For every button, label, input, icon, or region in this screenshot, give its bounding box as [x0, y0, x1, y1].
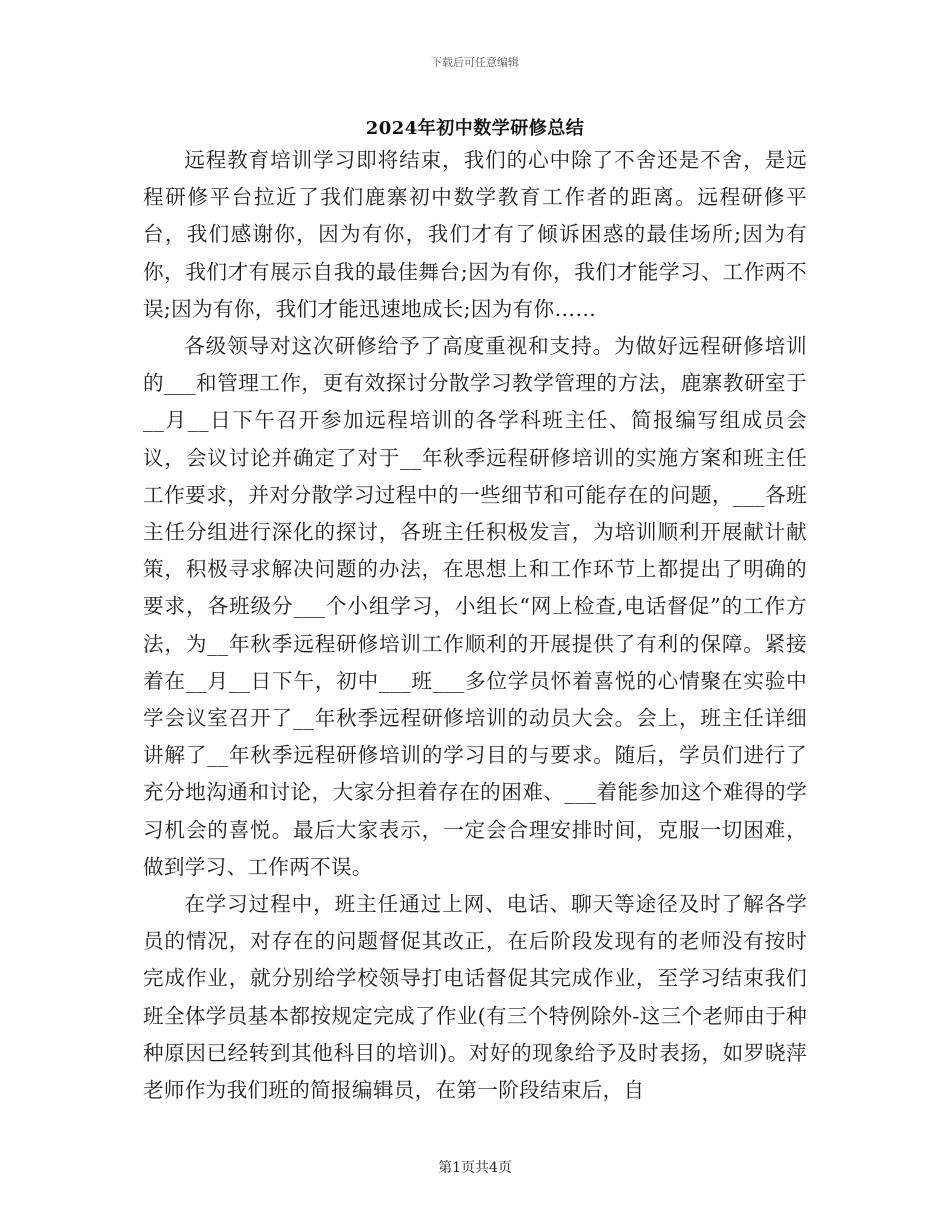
- document-title: 2024年初中数学研修总结: [365, 118, 585, 139]
- page-number: 第1页共4页: [438, 1160, 512, 1176]
- paragraph-2: 各级领导对这次研修给予了高度重视和支持。为做好远程研修培训的___和管理工作，更有效探讨分散学习教学管理的方法，鹿寨教研室于__月__日下午召开参加远程培训的各学科班主任、简报编写组成员会议，会议讨论并确定了对于__年秋季远程研修培训的实施方案和班主任工作要求，并对分散学习过程中的一些细节和可能存在的问题，___各班主任分组进行深化的探讨，各班主任积极发言，为培训顺利开展献计献策，积极寻求解决问题的办法，在思想上和工作环节上都提出了明确的要求，各班级分___个小组学习，小组长“网上检查,电话督促”的工作方法，为__年秋季远程研修培训工作顺利的开展提供了有利的保障。紧接着在__月__日下午，初中___班___多位学员怀着喜悦的心情聚在实验中学会议室召开了__年秋季远程研修培训的动员大会。会上，班主任详细讲解了__年秋季远程研修培训的学习目的与要求。随后，学员们进行了充分地沟通和讨论，大家分担着存在的困难、___着能参加这个难得的学习机会的喜悦。最后大家表示，一定会合理安排时间，克服一切困难，做到学习、工作两不误。: [143, 334, 807, 879]
- document-body: [143, 142, 807, 1109]
- paragraph-3: 在学习过程中，班主任通过上网、电话、聊天等途径及时了解各学员的情况，对存在的问题督促其改正，在后阶段发现有的老师没有按时完成作业，就分别给学校领导打电话督促其完成作业，至学习结束我们班全体学员基本都按规定完成了作业(有三个特例除外-这三个老师由于种种原因已经转到其他科目的培训)。对好的现象给予及时表扬，如罗晓萍老师作为我们班的简报编辑员，在第一阶段结束后，自: [143, 892, 807, 1103]
- page-header-note: 下载后可任意编辑: [431, 56, 519, 69]
- paragraph-1: 远程教育培训学习即将结束，我们的心中除了不舍还是不舍，是远程研修平台拉近了我们鹿寨初中数学教育工作者的距离。远程研修平台，我们感谢你，因为有你，我们才有了倾诉困惑的最佳场所;因为有你，我们才有展示自我的最佳舞台;因为有你，我们才能学习、工作两不误;因为有你，我们才能迅速地成长;因为有你……: [143, 148, 807, 321]
